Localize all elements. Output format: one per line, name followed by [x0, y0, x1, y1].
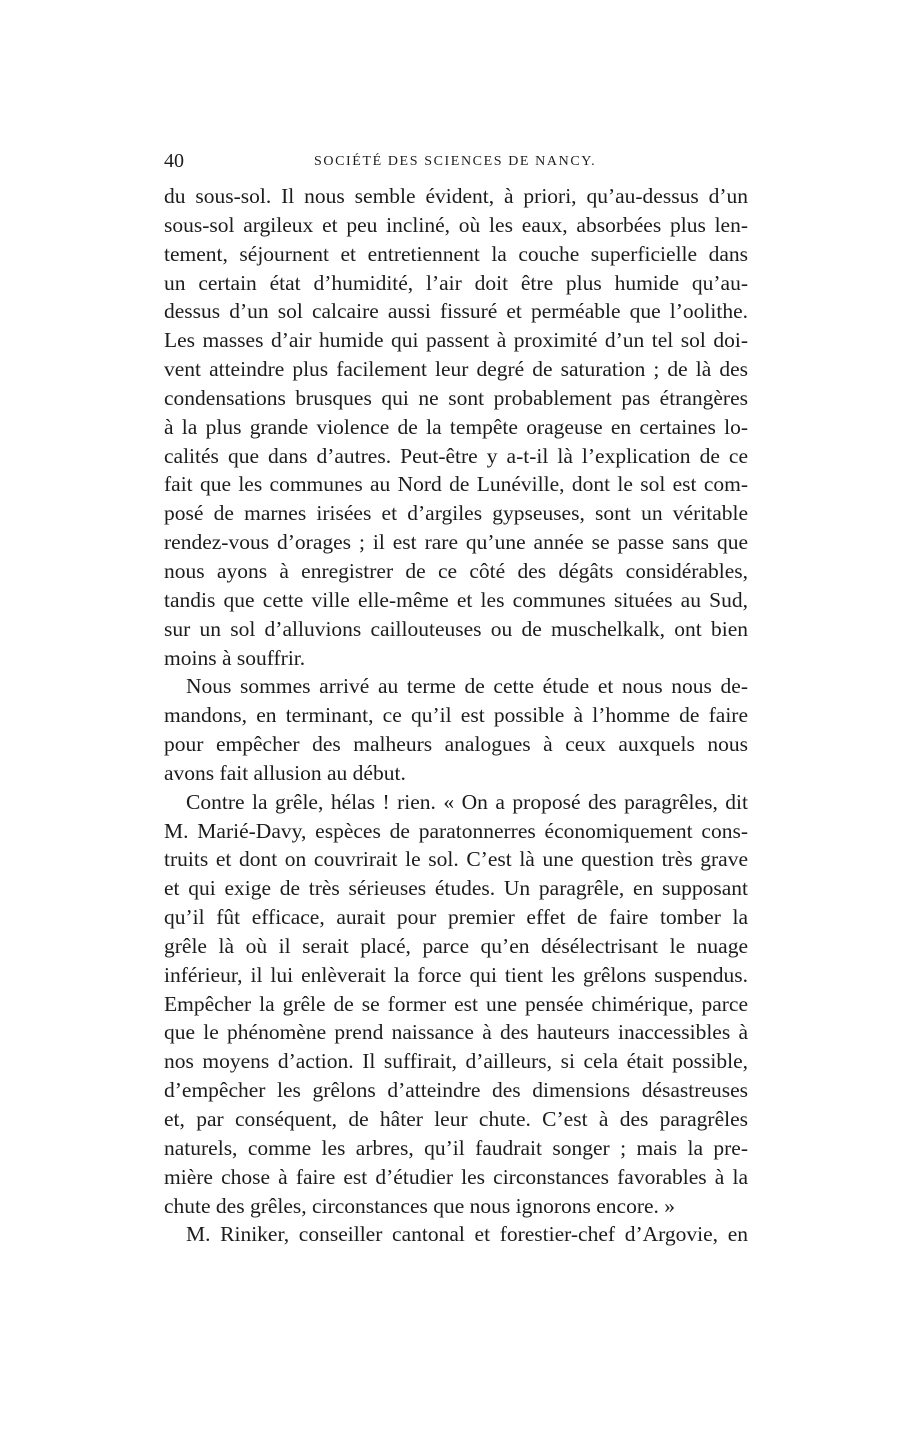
text-line: condensations brusques qui ne sont probablement pas étrangères	[164, 385, 748, 410]
text-line: Contre la grêle, hélas ! rien. « On a proposé des paragrêles, dit	[186, 789, 748, 814]
text-line: posé de marnes irisées et d’argiles gypseuses, sont un véritable	[164, 501, 748, 526]
text-line: tandis que cette ville elle-même et les communes situées au Sud,	[164, 587, 748, 612]
text-line: un certain état d’humidité, l’air doit être plus humide qu’au-	[164, 270, 748, 295]
body-text	[164, 182, 748, 1249]
text-line: naturels, comme les arbres, qu’il faudrait songer ; mais la pre-	[164, 1135, 748, 1160]
text-line: nos moyens d’action. Il suffirait, d’ailleurs, si cela était possible,	[164, 1049, 748, 1074]
text-line: mandons, en terminant, ce qu’il est possible à l’homme de faire	[164, 703, 748, 728]
text-line: avons fait allusion au début.	[164, 760, 406, 785]
text-line: nous ayons à enregistrer de ce côté des dégâts considérables,	[164, 558, 748, 583]
text-line: mière chose à faire est d’étudier les circonstances favorables à la	[164, 1164, 748, 1189]
text-line: fait que les communes au Nord de Lunéville, dont le sol est com-	[164, 472, 748, 497]
text-line: qu’il fût efficace, aurait pour premier effet de faire tomber la	[164, 905, 748, 930]
text-line: du sous-sol. Il nous semble évident, à priori, qu’au-dessus d’un	[164, 184, 748, 208]
text-line: et, par conséquent, de hâter leur chute. C’est à des paragrêles	[164, 1107, 748, 1131]
text-line: d’empêcher les grêlons d’atteindre des dimensions désastreuses	[164, 1078, 748, 1103]
running-head: SOCIÉTÉ DES SCIENCES DE NANCY.	[314, 154, 597, 169]
text-line: Empêcher la grêle de se former est une pensée chimérique, parce	[164, 991, 748, 1016]
text-line: sous-sol argileux et peu incliné, où les eaux, absorbées plus len-	[164, 212, 748, 237]
page-number: 40	[164, 150, 184, 172]
text-line: Les masses d’air humide qui passent à proximité d’un tel sol doi-	[164, 328, 748, 353]
text-line: sur un sol d’alluvions caillouteuses ou de muschelkalk, ont bien	[164, 616, 748, 641]
text-line: chute des grêles, circonstances que nous ignorons encore. »	[164, 1193, 676, 1218]
text-line: grêle là où il serait placé, parce qu’en désélectrisant le nuage	[164, 933, 748, 958]
text-line: calités que dans d’autres. Peut-être y a-t-il là l’explication de ce	[164, 443, 748, 468]
text-line: dessus d’un sol calcaire aussi fissuré et perméable que l’oolithe.	[164, 299, 748, 324]
text-line: M. Marié-Davy, espèces de paratonnerres économiquement cons-	[164, 818, 748, 843]
text-line: que le phénomène prend naissance à des hauteurs inaccessibles à	[164, 1020, 748, 1045]
text-line: rendez-vous d’orages ; il est rare qu’une année se passe sans que	[164, 530, 748, 555]
text-line: et qui exige de très sérieuses études. Un paragrêle, en supposant	[164, 876, 748, 901]
text-line: truits et dont on couvrirait le sol. C’est là une question très grave	[164, 847, 748, 872]
page-header	[164, 150, 754, 178]
text-line: à la plus grande violence de la tempête orageuse en certaines lo-	[164, 414, 748, 439]
text-line: tement, séjournent et entretiennent la couche superficielle dans	[164, 241, 748, 266]
text-line: Nous sommes arrivé au terme de cette étude et nous nous de-	[186, 674, 748, 699]
text-line: M. Riniker, conseiller cantonal et forestier-chef d’Argovie, en	[186, 1222, 748, 1247]
text-line: moins à souffrir.	[164, 645, 306, 670]
text-line: vent atteindre plus facilement leur degré de saturation ; de là des	[164, 357, 748, 382]
text-line: inférieur, il lui enlèverait la force qui tient les grêlons suspendus.	[164, 962, 748, 987]
text-line: pour empêcher des malheurs analogues à ceux auxquels nous	[164, 732, 748, 757]
